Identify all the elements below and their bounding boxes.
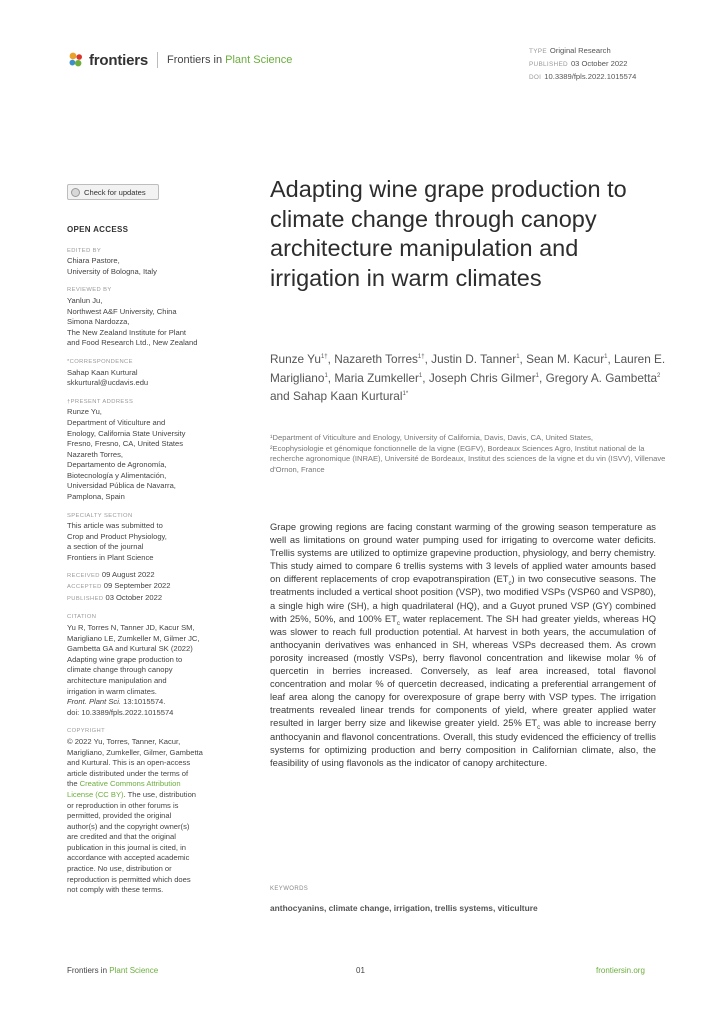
present-address-label: †PRESENT ADDRESS: [67, 398, 134, 405]
edited-by: Chiara Pastore, University of Bologna, Italy: [67, 256, 157, 276]
footer-website-link[interactable]: frontiersin.org: [596, 966, 645, 975]
correspondence-email[interactable]: skkurtural@ucdavis.edu: [67, 378, 149, 388]
cc-license-link[interactable]: Creative Commons Attribution: [79, 779, 181, 789]
author: Gregory A. Gambetta$^2$: [545, 370, 661, 385]
affiliation-1: ¹Department of Viticulture and Enology, University of California, Davis, Davis, CA, United States,: [270, 433, 594, 442]
keywords: anthocyanins, climate change, irrigation, trellis systems, viticulture: [270, 903, 538, 913]
author: Justin D. Tanner$^1$,: [431, 352, 527, 366]
check-updates-icon: [71, 188, 80, 197]
author: Joseph Chris Gilmer$^1$,: [428, 370, 546, 385]
article-title: Adapting wine grape production to climate change through canopy architecture manipulation and irrigation in warm climates: [270, 176, 627, 291]
edited-by-label: EDITED BY: [67, 247, 102, 254]
open-access-label: OPEN ACCESS: [67, 225, 129, 234]
author: Runze $Yu^{1\dagger}$,: [270, 352, 335, 366]
citation-doi[interactable]: doi: 10.3389/fpls.2022.1015574: [67, 707, 174, 717]
frontiers-logo-icon: [67, 51, 85, 69]
copyright: © 2022 Yu, Torres, Tanner, Kacur, Marigliano, Zumkeller, Gilmer, Gambetta and Kurtural. This is an open-access article distributed under the terms of the Creative Commons Attribution License (CC BY). The use, distribution or reproduction in other forums is permitted, provided the original author(s) and the copyright owner(s) are credited and that the original publication in this journal is cited, in accordance with accepted academic practice. No use, distribution or reproduction is permitted which does not comply with these terms.: [67, 736, 203, 895]
check-updates-label: Check for updates: [84, 187, 146, 197]
author-list: [270, 350, 670, 406]
copyright-label: COPYRIGHT: [67, 728, 106, 735]
article-sidebar: [67, 225, 227, 896]
author: Sean M. Kacur$^1$,: [526, 352, 615, 366]
author: Lauren E. Marigliano$^1$,: [270, 352, 666, 385]
logo-divider: [157, 52, 158, 68]
author: Nazareth Torres$^{1\dagger}$,: [334, 352, 432, 366]
reviewed-by-label: REVIEWED BY: [67, 287, 112, 294]
accepted-date: ACCEPTED 09 September 2022: [67, 581, 171, 591]
citation-label: CITATION: [67, 614, 97, 621]
reviewed-by: Yanlun Ju, Northwest A&F University, China Simona Nardozza, The New Zealand Institute for Plant and Food Research Ltd., New Zealand: [67, 295, 198, 348]
received-date: RECEIVED 09 August 2022: [67, 569, 155, 579]
affiliation-2: ²Ecophysiologie et génomique fonctionnelle de la vigne (EGFV), Bordeaux Sciences Agro, Institut national de la recherche agronomique (INRAE), Université de Bordeaux, Institut des sciences de la vigne et du vin (ISVV), Villenave d'Ornon, France: [270, 443, 666, 474]
keywords-label: KEYWORDS: [270, 886, 309, 892]
present-address: Runze Yu, Department of Viticulture and Enology, California State University Fresno, Fresno, CA, United States Nazareth Torres, Departamento de Agronomía, Biotecnología y Alimentación, Universidad Pública de Navarra, Pamplona, Spain: [67, 407, 186, 502]
footer-journal: Frontiers in Plant Science: [67, 966, 159, 975]
article-meta: [529, 45, 636, 84]
article-published: PUBLISHED 03 October 2022: [529, 59, 628, 68]
cc-license-link-2[interactable]: License (CC BY): [67, 789, 124, 799]
author: Maria Zumkeller$^1$,: [334, 370, 429, 385]
correspondence: Sahap Kaan Kurtural skkurtural@ucdavis.edu: [67, 368, 227, 389]
check-for-updates-button[interactable]: [67, 184, 159, 200]
abstract: Grape growing regions are facing constant warming of the growing season temperature as well as limitations on ground water pumping used for irrigating to overcome water deficits. Trellis systems are utilized to optimize grapevine production, physiology, and berry chemistry. This study aimed to compare 6 trellis systems with 3 levels of applied water amounts based on different replacements of crop evapotranspiration $(ET_c)$ in two consecutive seasons. The treatments included a vertical shoot position (VSP), two modified VSPs (VSP60 and VSP80), a single high wire (SH), a high quadrilateral (HQ), and a Guyot pruned VSP (GY) combined with 25%, 50%, and 100% $ET_c$ water replacement. The SH had greater yields, whereas HQ was slower to reach full production potential. At harvest in both years, the accumulation of anthocyanin derivatives was enhanced in SH, whereas VSPs decreased them. As crown porosity increased (mostly VSPs), berry flavonol concentration and likewise molar % of quercetin in berries increased. Conversely, as leaf area increased, total flavonol concentration and molar % of quercetin decreased, indicating a preferential arrangement of leaf area along the canopy for overexposure of grape berry with VSP types. The irrigation treatments revealed linear trends for components of yield, where greater applied water resulted in larger berry size and likewise greater yield. 25% $ET_c$ was able to increase berry anthocyanin and flavonol concentrations. Overall, this study evidenced the efficiency of trellis systems for optimizing production and berry composition in Californian climate, also, the feasibility of using flavonols as the indicator of canopy architecture.: [270, 521, 657, 768]
citation: Yu R, Torres N, Tanner JD, Kacur SM, Marigliano LE, Zumkeller M, Gilmer JC, Gambetta GA and Kurtural SK (2022) Adapting wine grape production to climate change through canopy architecture manipulation and irrigation in warm climates. Front. Plant Sci. 13:1015574. doi: 10.3389/fpls.2022.1015574: [67, 623, 227, 718]
affiliations: [270, 433, 670, 475]
article-doi[interactable]: DOI 10.3389/fpls.2022.1015574: [529, 72, 637, 81]
correspondence-label: *CORRESPONDENCE: [67, 358, 133, 365]
page-number: 01: [356, 966, 365, 975]
article-dates: [67, 570, 227, 605]
frontiers-logo[interactable]: [67, 49, 292, 71]
brand-name: frontiers: [89, 51, 149, 69]
journal-name: Frontiers in Plant Science: [167, 54, 293, 66]
specialty-section: This article was submitted to Crop and Product Physiology, a section of the journal Frontiers in Plant Science: [67, 521, 167, 563]
article-type: TYPE Original Research: [529, 46, 611, 55]
specialty-section-label: SPECIALTY SECTION: [67, 512, 133, 519]
published-date: PUBLISHED 03 October 2022: [67, 592, 163, 602]
author: and Sahap Kaan Kurtural$^{1*}$: [270, 389, 409, 404]
